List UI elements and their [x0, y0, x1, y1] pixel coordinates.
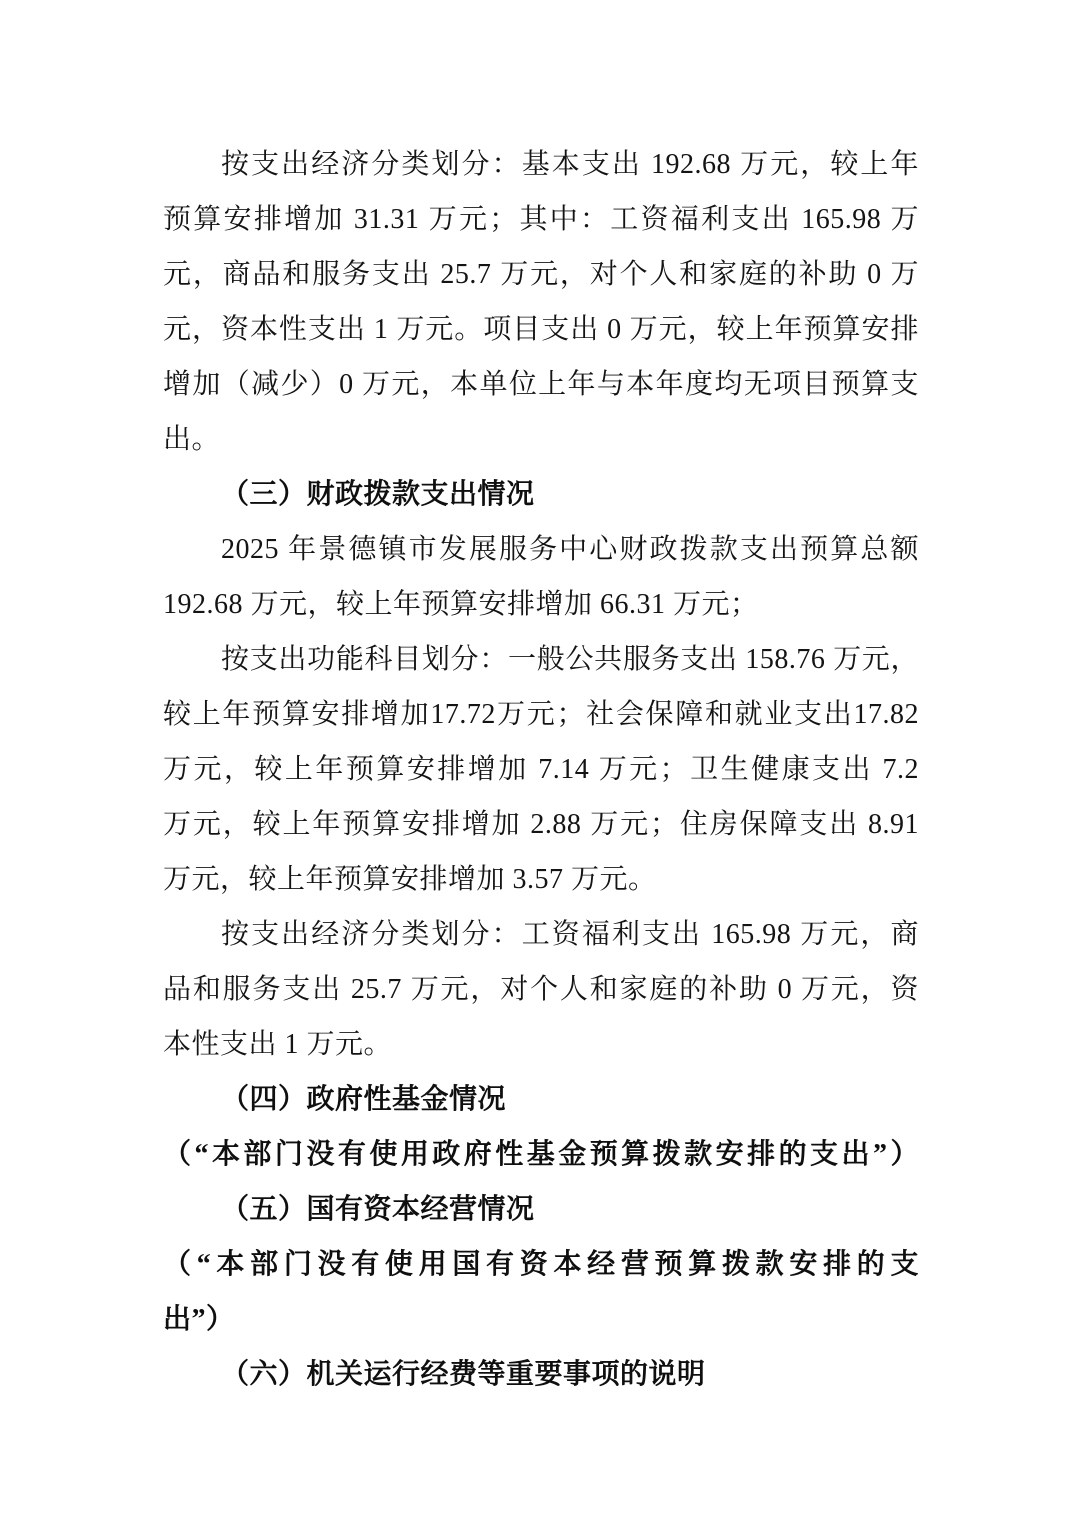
note-paragraph	[163, 1237, 919, 1347]
text-line: 品和服务支出 25.7 万元，对个人和家庭的补助 0 万元，资	[163, 974, 919, 1005]
text-line: 预算安排增加 31.31 万元；其中：工资福利支出 165.98 万	[163, 204, 919, 235]
paragraph	[163, 907, 919, 1072]
text-line: 按支出经济分类划分：基本支出 192.68 万元，较上年	[221, 149, 919, 180]
text-line: 万元，较上年预算安排增加 3.57 万元。	[163, 864, 657, 895]
heading-line: （三）财政拨款支出情况	[221, 479, 535, 510]
text-line: 2025 年景德镇市发展服务中心财政拨款支出预算总额	[221, 534, 919, 565]
text-line: 出”）	[163, 1304, 235, 1335]
text-line: （“本部门没有使用国有资本经营预算拨款安排的支	[163, 1249, 919, 1280]
text-line: 按支出经济分类划分：工资福利支出 165.98 万元，商	[221, 919, 919, 950]
heading-line: （六）机关运行经费等重要事项的说明	[221, 1359, 706, 1390]
heading-line: （四）政府性基金情况	[221, 1084, 507, 1115]
text-line: 元，商品和服务支出 25.7 万元，对个人和家庭的补助 0 万	[163, 259, 919, 290]
section-heading	[163, 1347, 919, 1402]
note-paragraph	[163, 1127, 919, 1182]
text-line: 192.68 万元，较上年预算安排增加 66.31 万元；	[163, 589, 759, 620]
section-heading	[163, 1072, 919, 1127]
text-line: （“本部门没有使用政府性基金预算拨款安排的支出”）	[163, 1139, 919, 1170]
text-line: 较上年预算安排增加17.72万元；社会保障和就业支出17.82	[163, 699, 919, 730]
text-line: 元，资本性支出 1 万元。项目支出 0 万元，较上年预算安排	[163, 314, 919, 345]
paragraph	[163, 137, 919, 467]
section-heading	[163, 1182, 919, 1237]
section-heading	[163, 467, 919, 522]
text-line: 万元，较上年预算安排增加 2.88 万元；住房保障支出 8.91	[163, 809, 919, 840]
text-line: 按支出功能科目划分：一般公共服务支出 158.76 万元，	[221, 644, 919, 675]
paragraph	[163, 632, 919, 907]
text-line: 出。	[163, 424, 221, 455]
text-line: 增加（减少）0 万元，本单位上年与本年度均无项目预算支	[163, 369, 919, 400]
paragraph	[163, 522, 919, 632]
text-line: 本性支出 1 万元。	[163, 1029, 393, 1060]
text-line: 万元，较上年预算安排增加 7.14 万元；卫生健康支出 7.2	[163, 754, 919, 785]
heading-line: （五）国有资本经营情况	[221, 1194, 535, 1225]
